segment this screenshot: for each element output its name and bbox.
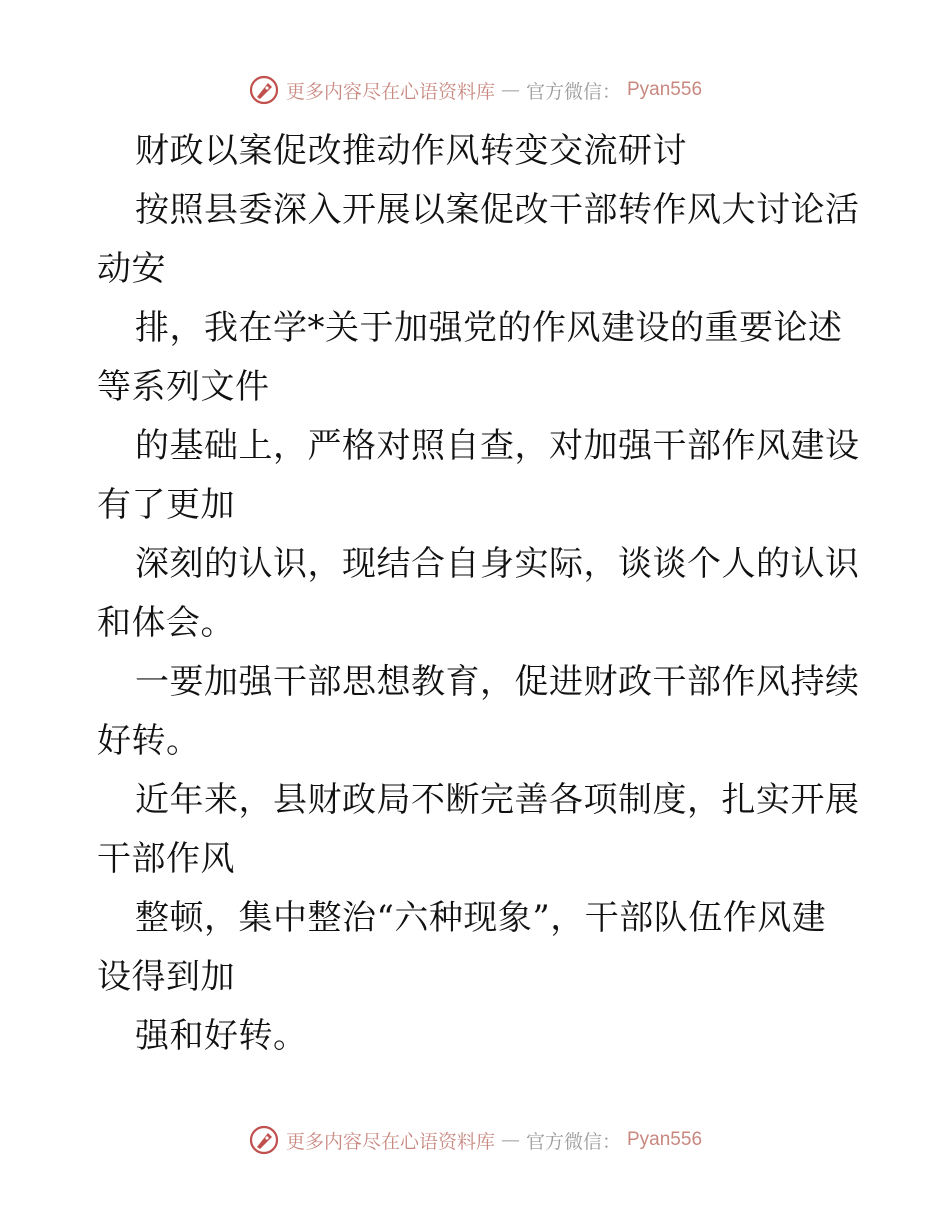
watermark-separator: — [500, 79, 520, 101]
document-body [97, 122, 860, 1066]
paragraph-line: 等系列文件 [97, 367, 270, 407]
pen-nib-logo-icon [248, 1124, 280, 1156]
paragraph-line: 近年来，县财政局不断完善各项制度，扎实开展 [135, 780, 860, 820]
document-title: 财政以案促改推动作风转变交流研讨 [135, 131, 687, 171]
paragraph-line: 强和好转。 [135, 1016, 308, 1056]
paragraph-line: 有了更加 [97, 485, 235, 525]
section-heading: 一要加强干部思想教育，促进财政干部作风持续 [135, 662, 860, 702]
paragraph-line: 排，我在学*关于加强党的作风建设的重要论述 [135, 308, 843, 348]
watermark-label: 官方微信： [525, 1130, 621, 1153]
watermark-id: Pyan556 [627, 1129, 703, 1150]
paragraph-line: 干部作风 [97, 839, 235, 879]
watermark-text: 更多内容尽在心语资料库 [285, 80, 495, 103]
watermark-text: 更多内容尽在心语资料库 [285, 1130, 495, 1153]
footer-watermark [0, 1120, 950, 1160]
paragraph-line: 的基础上，严格对照自查，对加强干部作风建设 [135, 426, 860, 466]
paragraph-line: 设得到加 [97, 957, 235, 997]
paragraph-line: 深刻的认识，现结合自身实际，谈谈个人的认识 [135, 544, 860, 584]
paragraph-line: 按照县委深入开展以案促改干部转作风大讨论活 [135, 190, 860, 230]
header-watermark [0, 70, 950, 110]
pen-nib-logo-icon [248, 74, 280, 106]
watermark-separator: — [500, 1129, 520, 1151]
watermark-label: 官方微信： [525, 80, 621, 103]
paragraph-line: 整顿，集中整治“六种现象”，干部队伍作风建 [135, 898, 827, 938]
paragraph-line: 和体会。 [97, 603, 235, 643]
section-heading-cont: 好转。 [97, 721, 201, 761]
paragraph-line: 动安 [97, 249, 166, 289]
watermark-id: Pyan556 [627, 79, 703, 100]
